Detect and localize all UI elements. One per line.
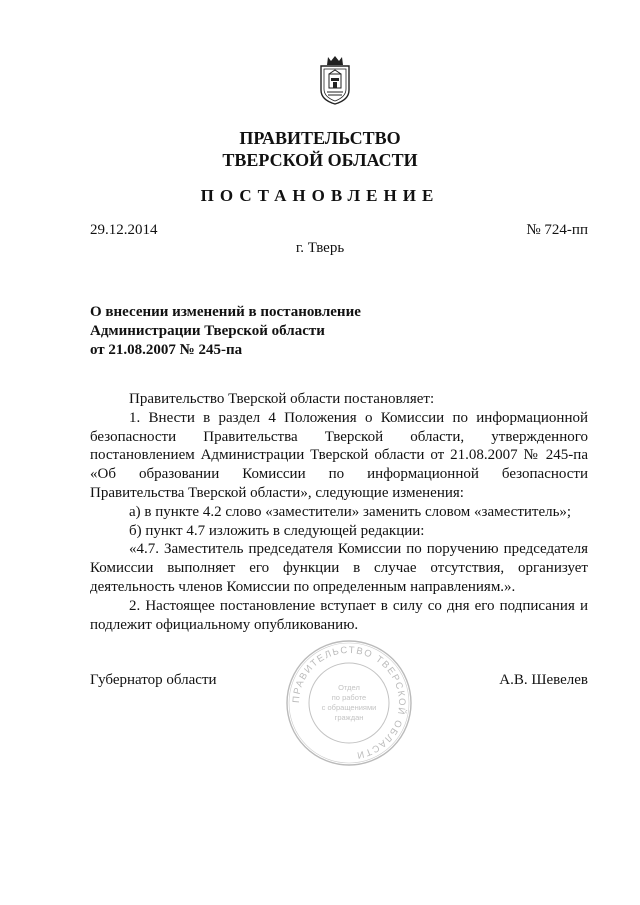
signatory-name: А.В. Шевелев	[499, 672, 588, 688]
stamp-ring-text: ПРАВИТЕЛЬСТВО ТВЕРСКОЙ ОБЛАСТИ	[290, 644, 408, 761]
document-date: 29.12.2014	[90, 222, 158, 238]
stamp-line: граждан	[334, 713, 364, 722]
document-city: г. Тверь	[295, 240, 345, 256]
subject-line: О внесении изменений в постановление	[90, 304, 361, 320]
subject-line: Администрации Тверской области	[90, 323, 325, 339]
body-paragraph: «4.7. Заместитель председателя Комиссии по поручению председателя Комиссии выполняет его функции в случае отсутствия, организует деятельность членов Комиссии по определенным направлениям.».	[90, 541, 588, 595]
body-paragraph: 2. Настоящее постановление вступает в силу со дня его подписания и подлежит официальному опубликованию.	[90, 597, 588, 633]
stamp-line: Отдел	[338, 683, 360, 692]
header-line-1: ПРАВИТЕЛЬСТВО	[239, 128, 401, 148]
body-paragraph: а) в пункте 4.2 слово «заместители» заменить словом «заместитель»;	[129, 503, 572, 520]
signatory-position: Губернатор области	[90, 672, 217, 688]
coat-of-arms-icon	[318, 54, 352, 106]
document-body	[90, 390, 588, 634]
document-subject	[90, 303, 361, 360]
stamp-line: по работе	[331, 693, 367, 702]
body-paragraph: Правительство Тверской области постановляет:	[129, 391, 435, 407]
document-type: ПОСТАНОВЛЕНИЕ	[200, 186, 440, 205]
stamp-line: с обращениями	[321, 703, 377, 712]
body-paragraph: б) пункт 4.7 изложить в следующей редакции:	[129, 522, 425, 539]
body-paragraph: 1. Внести в раздел 4 Положения о Комиссии по информационной безопасности Правительства Тверской области, утвержденного постановлением Администрации Тверской области от 21.08.2007 № 245-па «Об образовании Комиссии по информационной безопасности Правительства Тверской области», следующие изменения:	[90, 409, 588, 501]
header-line-2: ТВЕРСКОЙ ОБЛАСТИ	[222, 150, 418, 170]
official-stamp	[284, 638, 414, 768]
subject-line: от 21.08.2007 № 245-па	[90, 342, 243, 358]
signature-block	[90, 672, 588, 689]
document-number: № 724-пп	[526, 222, 588, 238]
